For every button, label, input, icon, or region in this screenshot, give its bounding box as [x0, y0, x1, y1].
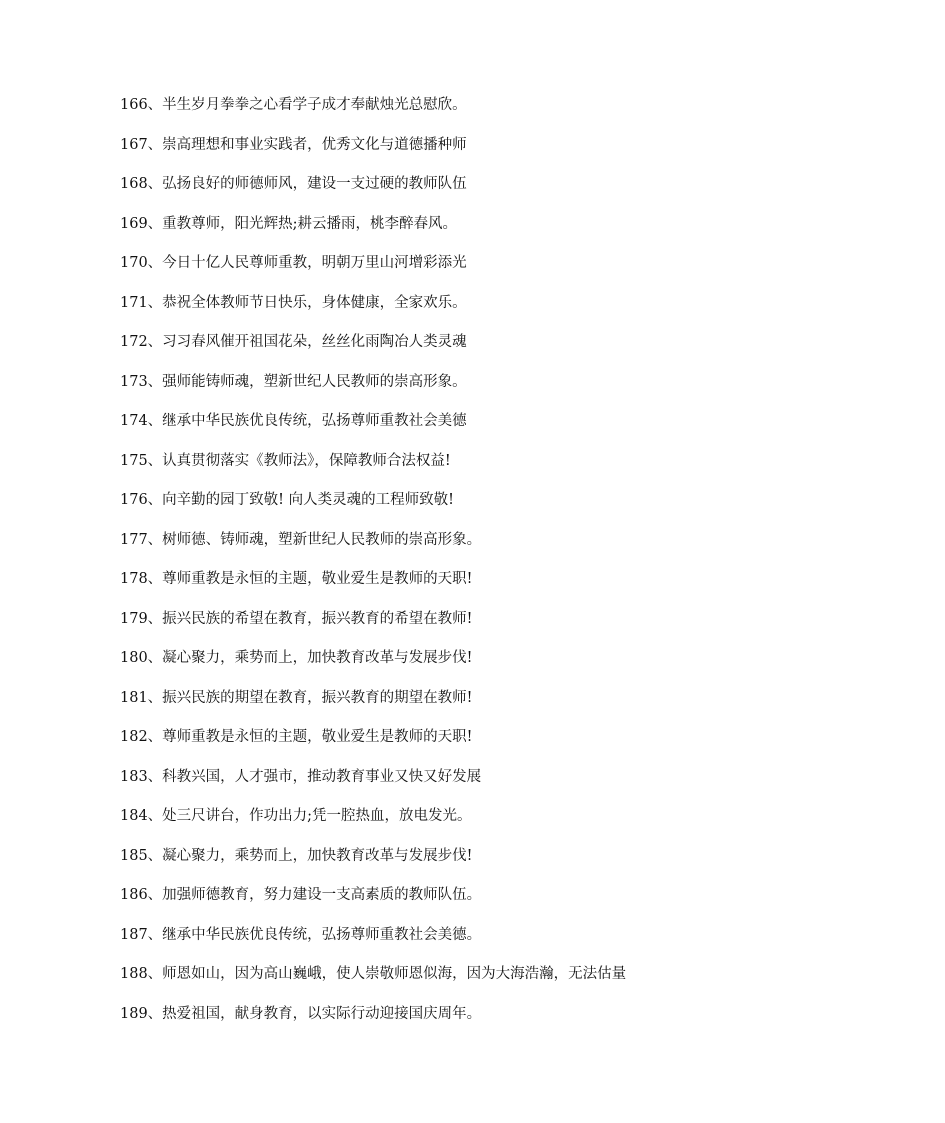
- list-item: 189、热爱祖国，献身教育，以实际行动迎接国庆周年。: [120, 1005, 482, 1022]
- list-item: 170、今日十亿人民尊师重教，明朝万里山河增彩添光: [120, 255, 467, 271]
- list-item: 168、弘扬良好的师德师风，建设一支过硬的教师队伍: [120, 176, 467, 192]
- list-item: 173、强师能铸师魂，塑新世纪人民教师的崇高形象。: [120, 373, 467, 390]
- list-item: 183、科教兴国，人才强市，推动教育事业又快又好发展: [120, 768, 482, 785]
- list-item: 175、认真贯彻落实《教师法》，保障教师合法权益!: [120, 452, 451, 469]
- list-item: 187、继承中华民族优良传统，弘扬尊师重教社会美德。: [120, 926, 482, 943]
- list-item: 179、振兴民族的希望在教育，振兴教育的希望在教师!: [120, 610, 473, 627]
- list-item: 181、振兴民族的期望在教育，振兴教育的期望在教师!: [120, 689, 473, 706]
- list-item: 172、习习春风催开祖国花朵，丝丝化雨陶冶人类灵魂: [120, 334, 467, 350]
- list-item: 188、师恩如山，因为高山巍峨，使人崇敬师恩似海，因为大海浩瀚，无法估量: [120, 966, 627, 982]
- list-item: 182、尊师重教是永恒的主题，敬业爱生是教师的天职!: [120, 729, 473, 745]
- list-item: 186、加强师德教育，努力建设一支高素质的教师队伍。: [120, 887, 482, 903]
- list-item: 177、树师德、铸师魂，塑新世纪人民教师的崇高形象。: [120, 531, 482, 548]
- list-item: 166、半生岁月拳拳之心看学子成才奉献烛光总慰欣。: [120, 97, 467, 113]
- list-item: 174、继承中华民族优良传统，弘扬尊师重教社会美德: [120, 413, 467, 429]
- list-item: 180、凝心聚力，乘势而上，加快教育改革与发展步伐!: [120, 650, 473, 666]
- list-item: 167、崇高理想和事业实践者，优秀文化与道德播种师: [120, 136, 467, 153]
- slogan-list: [120, 92, 626, 1040]
- list-item: 185、凝心聚力，乘势而上，加快教育改革与发展步伐!: [120, 847, 473, 864]
- list-item: 184、处三尺讲台，作功出力;凭一腔热血，放电发光。: [120, 808, 472, 824]
- list-item: 171、恭祝全体教师节日快乐，身体健康，全家欢乐。: [120, 294, 467, 311]
- list-item: 178、尊师重教是永恒的主题，敬业爱生是教师的天职!: [120, 571, 473, 587]
- list-item: 169、重教尊师，阳光辉热;耕云播雨，桃李醉春风。: [120, 215, 458, 232]
- list-item: 176、向辛勤的园丁致敬! 向人类灵魂的工程师致敬!: [120, 492, 454, 508]
